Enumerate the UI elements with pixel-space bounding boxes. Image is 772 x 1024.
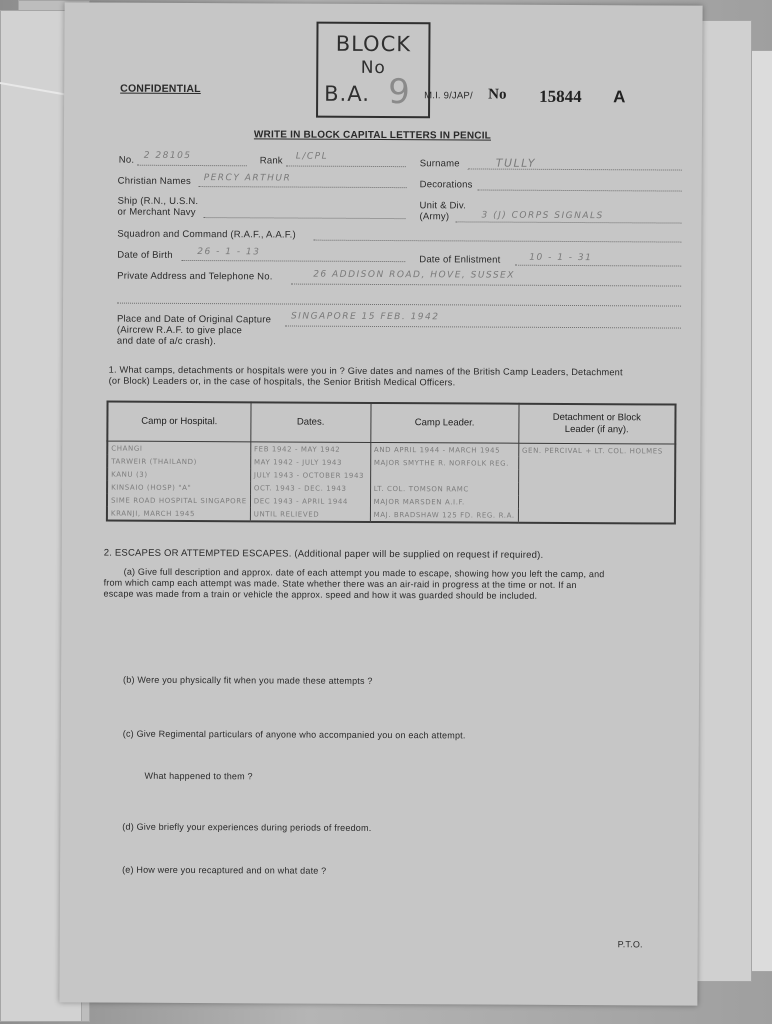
unit-line: [455, 221, 681, 223]
cell-leader: [370, 469, 518, 483]
christian-names-label: Christian Names: [117, 175, 191, 188]
stamp-line-1: BLOCK: [335, 31, 412, 57]
cell-detachment: GEN. PERCIVAL + LT. COL. HOLMES: [519, 443, 676, 457]
cell-leader: MAJ. BRADSHAW 125 FD. REG. R.A.: [370, 508, 518, 523]
question-2c-followup: What happened to them ?: [144, 770, 253, 782]
cell-camp: KRANJI, MARCH 1945: [107, 507, 250, 522]
cell-detachment: [518, 470, 675, 484]
address-line: [291, 284, 681, 287]
dob-value: 26 - 1 - 13: [197, 247, 261, 258]
cell-leader: LT. COL. TOMSON RAMC: [370, 482, 518, 496]
cell-camp: KINSAIO (HOSP) "A": [107, 481, 250, 495]
question-2d: (d) Give briefly your experiences during periods of freedom.: [122, 821, 372, 833]
address-value: 26 ADDISON ROAD, HOVE, SUSSEX: [313, 269, 515, 281]
block-stamp: [316, 22, 431, 119]
squadron-label: Squadron and Command (R.A.F., A.A.F.): [117, 228, 296, 241]
decorations-line: [478, 190, 682, 192]
cell-dates: OCT. 1943 - DEC. 1943: [250, 481, 370, 495]
question-2a-line-2: from which camp each attempt was made. State whether there was an air-raid in progress at the time or not. If an: [103, 577, 577, 591]
camps-table: [106, 401, 677, 525]
question-2a-line-3: escape was made from a train or vehicle the approx. speed and how it was guarded should be included.: [103, 588, 538, 601]
cell-camp: TARWEIR (THAILAND): [107, 455, 250, 469]
dob-line: [181, 260, 405, 262]
enlistment-label: Date of Enlistment: [419, 254, 501, 266]
no-label: No.: [118, 154, 135, 166]
stamp-line-3: B.A.: [324, 81, 370, 106]
capture-label-2: (Aircrew R.A.F. to give place: [116, 324, 243, 337]
cell-dates: MAY 1942 - JULY 1943: [250, 455, 370, 469]
question-1-line-1: 1. What camps, detachments or hospitals were you in ? Give dates and names of the British Camp Leaders, Detachment: [108, 364, 623, 378]
squadron-line: [313, 240, 681, 243]
cell-camp: SIME ROAD HOSPITAL SINGAPORE: [107, 494, 250, 508]
cell-detachment: [518, 483, 675, 497]
header-camp-leader: Camp Leader.: [370, 403, 518, 443]
instruction-heading: WRITE IN BLOCK CAPITAL LETTERS IN PENCIL: [253, 129, 492, 142]
table-row: [107, 507, 675, 524]
surname-value: TULLY: [495, 156, 537, 170]
ship-label: Ship (R.N., U.S.N.: [117, 195, 199, 208]
christian-names-line: [199, 186, 407, 188]
cell-leader: AND APRIL 1944 - MARCH 1945: [370, 442, 518, 456]
stamp-line-2: No: [360, 57, 386, 79]
confidential-label: CONFIDENTIAL: [120, 82, 201, 96]
question-2b: (b) Were you physically fit when you made these attempts ?: [123, 674, 373, 686]
address-label: Private Address and Telephone No.: [117, 270, 273, 283]
ship-label-2: or Merchant Navy: [117, 206, 196, 219]
cell-dates: UNTIL RELIEVED: [250, 507, 370, 522]
enlistment-value: 10 - 1 - 31: [529, 252, 593, 264]
question-1-line-2: (or Block) Leaders or, in the case of hospitals, the Senior British Medical Officers.: [108, 375, 456, 388]
enlistment-line: [515, 265, 681, 267]
cell-camp: KANU (3): [107, 468, 250, 482]
header-dates: Dates.: [251, 402, 371, 442]
serial-suffix: A: [613, 87, 626, 107]
unit-value: 3 (J) CORPS SIGNALS: [481, 210, 604, 222]
question-2c: (c) Give Regimental particulars of anyone who accompanied you on each attempt.: [122, 728, 466, 741]
question-2-title: 2. ESCAPES OR ATTEMPTED ESCAPES. (Additional paper will be supplied on request if required).: [103, 547, 544, 561]
header-detachment-leader: Detachment or Block Leader (if any).: [519, 404, 676, 444]
surname-label: Surname: [419, 158, 460, 170]
christian-names-value: PERCY ARTHUR: [203, 173, 292, 184]
dob-label: Date of Birth: [117, 249, 173, 261]
cell-leader: MAJOR MARSDEN A.I.F.: [370, 495, 518, 509]
capture-line: [285, 325, 681, 328]
rank-label: Rank: [259, 155, 283, 167]
number-label: No: [488, 86, 507, 103]
cell-detachment: [518, 457, 675, 471]
stamp-handwritten-number: 9: [388, 72, 410, 113]
question-2a-line-1: (a) Give full description and approx. date of each attempt you made to escape, showing how you left the camp, and: [123, 566, 605, 580]
question-2e: (e) How were you recaptured and on what date ?: [122, 864, 327, 876]
pto-label: P.T.O.: [617, 939, 643, 950]
decorations-label: Decorations: [419, 179, 473, 191]
address-line-2: [117, 303, 681, 307]
cell-camp: CHANGI: [107, 441, 250, 455]
capture-label: Place and Date of Original Capture: [116, 313, 272, 326]
unit-label-2: (Army): [419, 211, 450, 223]
capture-value: SINGAPORE 15 FEB. 1942: [290, 311, 440, 323]
questionnaire-page: [59, 2, 702, 1005]
cell-leader: MAJOR SMYTHE R. NORFOLK REG.: [370, 456, 518, 470]
cell-dates: JULY 1943 - OCTOBER 1943: [250, 468, 370, 482]
ship-line: [203, 217, 405, 219]
header-camp: Camp or Hospital.: [107, 402, 250, 442]
unit-label: Unit & Div.: [419, 200, 466, 212]
cell-dates: DEC 1943 - APRIL 1944: [250, 494, 370, 508]
no-line: [137, 165, 247, 167]
reference-label: M.I. 9/JAP/: [424, 90, 473, 102]
camps-table-header: [107, 402, 675, 444]
no-value: 2 28105: [143, 150, 192, 162]
capture-label-3: and date of a/c crash).: [116, 335, 217, 348]
serial-number: 15844: [539, 86, 582, 107]
cell-dates: FEB 1942 - MAY 1942: [251, 442, 371, 456]
rank-value: L/CPL: [295, 151, 329, 162]
cell-detachment: [518, 496, 675, 510]
rank-line: [286, 165, 406, 167]
cell-detachment: [518, 509, 675, 524]
